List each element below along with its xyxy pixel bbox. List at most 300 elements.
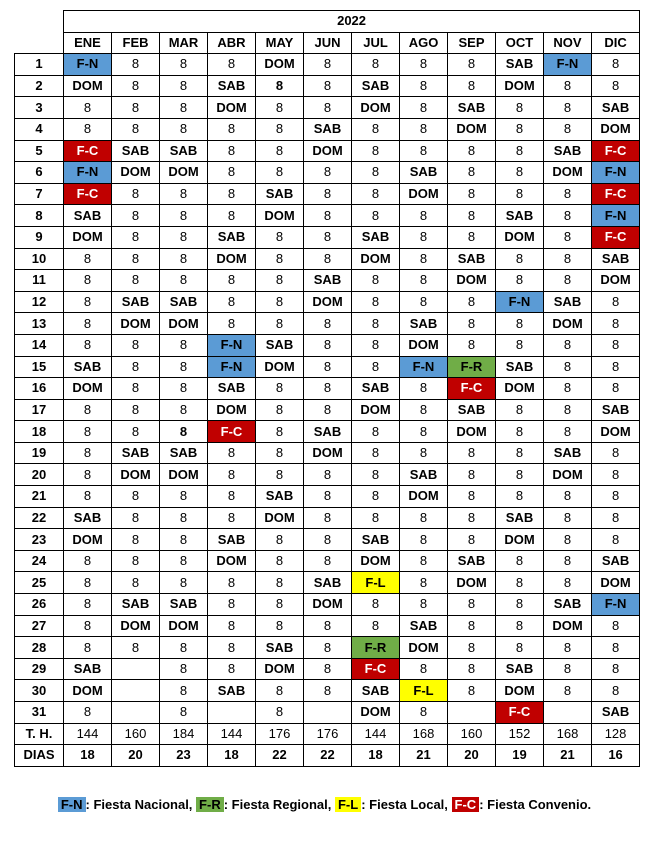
day-cell: 8 [592,637,640,659]
day-cell: DOM [448,572,496,594]
day-cell: 8 [64,637,112,659]
day-row [15,291,640,313]
day-cell: 8 [544,248,592,270]
day-row [15,572,640,594]
day-cell: 8 [448,162,496,184]
day-cell: 8 [544,507,592,529]
day-cell: 8 [208,442,256,464]
day-cell: 8 [304,637,352,659]
day-cell: 8 [592,658,640,680]
day-number: 19 [15,442,64,464]
day-cell: 8 [256,594,304,616]
legend-label: : Fiesta Regional, [223,797,332,812]
day-cell: SAB [400,162,448,184]
day-cell: 8 [400,550,448,572]
day-row [15,205,640,227]
day-cell: 8 [544,529,592,551]
day-row [15,486,640,508]
day-cell: 8 [592,442,640,464]
day-cell: 8 [448,529,496,551]
day-cell: DOM [112,162,160,184]
day-cell: 8 [208,162,256,184]
day-cell: 8 [544,270,592,292]
day-cell: 8 [64,334,112,356]
day-cell: 8 [592,334,640,356]
day-cell: 8 [160,54,208,76]
month-header-jun: JUN [304,32,352,54]
day-cell: DOM [496,378,544,400]
day-cell: DOM [544,162,592,184]
day-cell: 8 [352,486,400,508]
day-cell: SAB [400,615,448,637]
day-cell: 8 [448,637,496,659]
day-cell: 8 [160,334,208,356]
day-row [15,421,640,443]
day-cell: 8 [256,140,304,162]
day-cell: 8 [160,507,208,529]
day-row [15,334,640,356]
day-cell: DOM [352,399,400,421]
day-cell: SAB [160,140,208,162]
day-row [15,313,640,335]
day-cell: 8 [592,464,640,486]
day-number: 22 [15,507,64,529]
day-cell: DOM [160,162,208,184]
day-cell: 8 [592,75,640,97]
day-cell: 8 [304,205,352,227]
day-cell: 8 [496,550,544,572]
working-days-row-value: 21 [400,745,448,767]
holiday-cell: F-N [544,54,592,76]
day-cell: 8 [544,421,592,443]
day-cell: DOM [496,226,544,248]
day-cell: 8 [64,572,112,594]
day-number: 8 [15,205,64,227]
day-cell: 8 [256,270,304,292]
day-cell: SAB [544,442,592,464]
total-hours-row-value: 176 [304,723,352,745]
month-header-row [15,32,640,54]
day-cell: SAB [448,399,496,421]
holiday-cell: F-C [592,183,640,205]
holiday-cell: F-C [592,226,640,248]
day-cell: 8 [112,572,160,594]
working-days-row-value: 21 [544,745,592,767]
legend-swatch-f-n: F-N [58,797,86,812]
day-cell: 8 [352,162,400,184]
day-row [15,248,640,270]
holiday-cell: F-C [448,378,496,400]
holiday-cell: F-N [208,334,256,356]
day-number: 26 [15,594,64,616]
day-cell: 8 [64,464,112,486]
holiday-cell: F-N [592,162,640,184]
day-number: 15 [15,356,64,378]
day-cell: 8 [544,356,592,378]
day-cell [448,702,496,724]
day-cell: 8 [112,118,160,140]
day-cell: 8 [352,421,400,443]
legend [0,797,649,812]
day-cell: DOM [256,658,304,680]
day-cell: 8 [352,594,400,616]
day-cell: DOM [496,680,544,702]
day-number: 2 [15,75,64,97]
day-cell: DOM [256,54,304,76]
day-number: 3 [15,97,64,119]
day-cell: 8 [352,313,400,335]
day-cell: SAB [496,54,544,76]
day-cell: DOM [352,248,400,270]
day-cell: 8 [544,658,592,680]
day-cell: 8 [256,162,304,184]
month-header-ene: ENE [64,32,112,54]
day-cell: 8 [160,356,208,378]
day-cell: 8 [256,442,304,464]
day-cell: 8 [256,118,304,140]
day-cell: 8 [448,507,496,529]
day-cell: 8 [304,378,352,400]
day-cell: 8 [400,54,448,76]
day-cell: SAB [256,486,304,508]
day-cell: 8 [544,334,592,356]
day-cell: 8 [400,507,448,529]
day-cell: 8 [352,356,400,378]
day-cell: 8 [256,550,304,572]
working-days-row-value: 18 [64,745,112,767]
day-cell: SAB [400,464,448,486]
day-cell: SAB [256,334,304,356]
day-cell: DOM [352,702,400,724]
holiday-calendar-table [14,10,640,767]
day-cell: 8 [592,529,640,551]
day-number: 30 [15,680,64,702]
day-cell: 8 [496,270,544,292]
day-number: 18 [15,421,64,443]
day-cell: SAB [256,183,304,205]
day-cell: DOM [304,291,352,313]
day-cell: DOM [160,615,208,637]
working-days-row-value: 20 [448,745,496,767]
day-cell: 8 [112,205,160,227]
total-hours-row-value: 128 [592,723,640,745]
day-cell: 8 [64,313,112,335]
day-row [15,658,640,680]
day-cell: SAB [304,118,352,140]
day-cell: DOM [112,464,160,486]
day-cell: 8 [64,702,112,724]
day-row [15,140,640,162]
day-cell: 8 [352,205,400,227]
day-cell: 8 [112,248,160,270]
day-cell: 8 [592,680,640,702]
day-cell: 8 [448,615,496,637]
day-cell: SAB [304,572,352,594]
day-cell [112,680,160,702]
day-cell: 8 [304,183,352,205]
day-cell: 8 [256,421,304,443]
day-cell: SAB [352,75,400,97]
day-cell: SAB [64,205,112,227]
day-cell: 8 [400,529,448,551]
day-cell: 8 [400,399,448,421]
day-cell: 8 [208,507,256,529]
day-cell: 8 [496,97,544,119]
day-cell: 8 [64,97,112,119]
day-cell: 8 [160,550,208,572]
day-row [15,97,640,119]
holiday-cell: F-C [208,421,256,443]
day-cell: SAB [208,226,256,248]
day-cell: 8 [208,205,256,227]
holiday-cell: F-N [400,356,448,378]
day-cell: DOM [64,680,112,702]
day-cell: SAB [592,702,640,724]
day-cell: 8 [256,291,304,313]
day-cell: 8 [208,291,256,313]
day-row [15,464,640,486]
day-cell: 8 [304,226,352,248]
day-cell: 8 [160,637,208,659]
day-cell: SAB [448,97,496,119]
day-row [15,270,640,292]
day-cell: 8 [448,226,496,248]
day-number: 29 [15,658,64,680]
day-cell: 8 [112,399,160,421]
day-row [15,594,640,616]
holiday-cell: F-C [352,658,400,680]
day-cell: 8 [256,313,304,335]
year-row [15,11,640,33]
day-cell: 8 [448,486,496,508]
calendar-body [15,54,640,767]
day-number: 7 [15,183,64,205]
day-cell: SAB [544,140,592,162]
day-cell: 8 [544,75,592,97]
month-header-sep: SEP [448,32,496,54]
day-cell: SAB [352,680,400,702]
month-header-mar: MAR [160,32,208,54]
holiday-cell: F-N [496,291,544,313]
day-number: 1 [15,54,64,76]
day-cell: DOM [304,594,352,616]
day-cell: DOM [496,75,544,97]
day-cell: 8 [400,205,448,227]
day-number: 21 [15,486,64,508]
day-cell [544,702,592,724]
day-cell: SAB [544,291,592,313]
day-cell: SAB [112,291,160,313]
total-hours-row-value: 160 [448,723,496,745]
day-cell: 8 [592,291,640,313]
day-cell: 8 [112,97,160,119]
day-cell: 8 [208,637,256,659]
day-cell: 8 [496,421,544,443]
day-cell: 8 [256,399,304,421]
day-cell: 8 [304,507,352,529]
day-cell: SAB [112,140,160,162]
day-cell: 8 [352,464,400,486]
day-cell: 8 [400,291,448,313]
day-cell: 8 [496,248,544,270]
total-hours-row-value: 160 [112,723,160,745]
legend-label: : Fiesta Nacional, [85,797,193,812]
day-cell: 8 [400,421,448,443]
corner-cell [15,11,64,33]
day-cell: 8 [160,183,208,205]
holiday-cell: F-C [64,140,112,162]
day-cell: 8 [448,291,496,313]
day-cell: SAB [592,399,640,421]
day-cell: 8 [400,248,448,270]
day-cell: DOM [112,313,160,335]
day-cell: 8 [208,594,256,616]
day-row [15,702,640,724]
day-number: 9 [15,226,64,248]
day-row [15,183,640,205]
working-days-row-value: 16 [592,745,640,767]
day-cell: 8 [256,248,304,270]
legend-swatch-f-r: F-R [196,797,224,812]
day-cell: 8 [352,291,400,313]
day-cell: 8 [352,140,400,162]
day-cell: SAB [496,205,544,227]
day-cell: DOM [64,75,112,97]
holiday-cell: F-N [208,356,256,378]
day-cell: 8 [160,226,208,248]
day-cell: SAB [448,550,496,572]
day-cell: 8 [448,464,496,486]
day-cell: DOM [256,507,304,529]
day-number: 14 [15,334,64,356]
day-row [15,507,640,529]
day-cell: 8 [496,334,544,356]
day-cell: 8 [448,442,496,464]
day-number: 5 [15,140,64,162]
day-row [15,162,640,184]
day-cell: 8 [544,97,592,119]
day-cell: 8 [112,226,160,248]
day-number: 23 [15,529,64,551]
day-cell: 8 [304,615,352,637]
day-cell: DOM [592,421,640,443]
total-hours-row-value: 168 [544,723,592,745]
holiday-cell: F-N [64,162,112,184]
day-row [15,615,640,637]
day-cell: 8 [544,572,592,594]
day-cell: 8 [400,572,448,594]
day-cell: 8 [208,183,256,205]
day-cell: SAB [112,594,160,616]
day-cell: 8 [208,464,256,486]
month-header-nov: NOV [544,32,592,54]
day-cell: SAB [496,658,544,680]
day-cell: DOM [64,378,112,400]
day-cell: 8 [208,658,256,680]
day-cell: 8 [496,486,544,508]
day-cell: 8 [496,572,544,594]
day-cell: SAB [352,226,400,248]
day-cell: 8 [592,615,640,637]
day-cell: 8 [496,594,544,616]
total-hours-row-value: 184 [160,723,208,745]
day-cell: DOM [592,572,640,594]
corner-cell [15,32,64,54]
day-row [15,356,640,378]
day-cell: SAB [352,529,400,551]
day-row [15,442,640,464]
day-cell: 8 [400,270,448,292]
holiday-cell: F-L [352,572,400,594]
day-cell: 8 [400,75,448,97]
day-cell: SAB [352,378,400,400]
day-cell: 8 [160,421,208,443]
day-cell: 8 [496,118,544,140]
day-cell: 8 [112,507,160,529]
day-cell: SAB [592,97,640,119]
day-cell: 8 [304,248,352,270]
day-cell: 8 [304,75,352,97]
day-cell: 8 [496,442,544,464]
day-cell: 8 [112,550,160,572]
day-cell: DOM [160,313,208,335]
day-cell: 8 [544,486,592,508]
working-days-row-value: 23 [160,745,208,767]
day-cell: 8 [160,529,208,551]
day-cell: 8 [544,183,592,205]
day-cell: DOM [160,464,208,486]
day-cell: 8 [352,507,400,529]
day-cell: 8 [304,529,352,551]
working-days-row-value: 18 [352,745,400,767]
day-cell: 8 [160,270,208,292]
day-cell: 8 [496,183,544,205]
day-number: 28 [15,637,64,659]
day-cell: 8 [304,162,352,184]
day-cell: 8 [64,486,112,508]
day-cell: 8 [544,226,592,248]
holiday-cell: F-L [400,680,448,702]
day-cell: DOM [592,118,640,140]
day-cell: SAB [208,378,256,400]
day-cell: 8 [112,529,160,551]
day-number: 17 [15,399,64,421]
day-row [15,118,640,140]
day-number: 27 [15,615,64,637]
day-cell: 8 [160,658,208,680]
day-cell: DOM [256,205,304,227]
day-cell: 8 [448,594,496,616]
day-number: 25 [15,572,64,594]
holiday-cell: F-R [448,356,496,378]
day-cell: 8 [64,615,112,637]
day-cell: SAB [64,356,112,378]
total-hours-row-value: 176 [256,723,304,745]
day-cell: DOM [304,140,352,162]
day-cell: 8 [112,486,160,508]
day-row [15,637,640,659]
day-cell: 8 [400,140,448,162]
day-cell: 8 [304,658,352,680]
day-row [15,226,640,248]
day-cell: SAB [496,507,544,529]
day-cell: 8 [160,399,208,421]
day-cell: 8 [256,75,304,97]
day-cell: 8 [448,334,496,356]
day-cell: 8 [448,205,496,227]
day-cell: 8 [208,118,256,140]
day-cell: SAB [304,421,352,443]
